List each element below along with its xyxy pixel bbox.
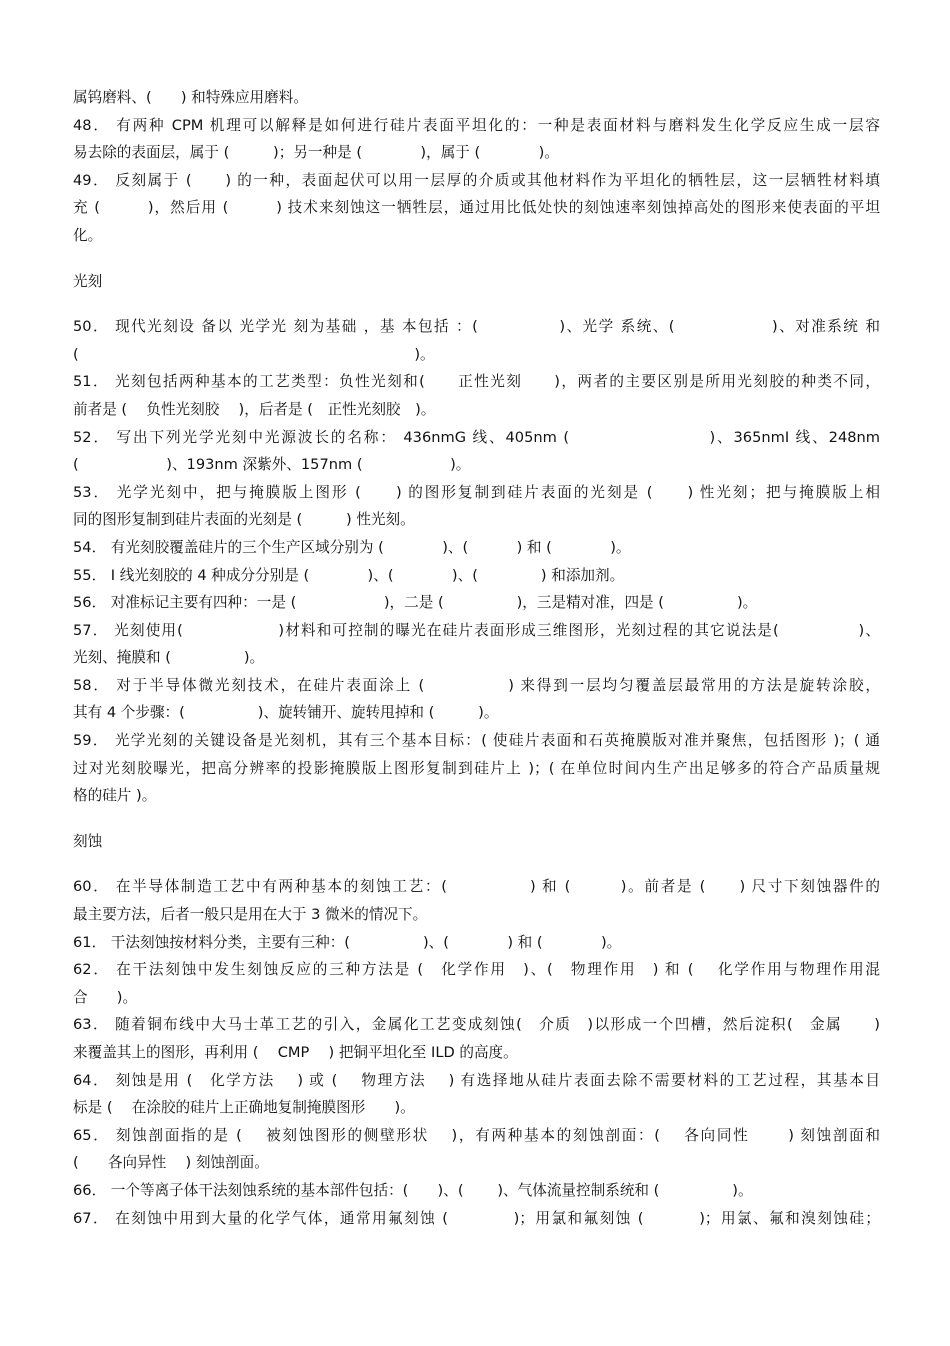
text-line: 56． 对准标记主要有四种：一是 ( )，二是 ( )，三是精对准，四是 ( )。 [73, 594, 758, 612]
text-line: 61． 干法刻蚀按材料分类，主要有三种：( )、( ) 和 ( )。 [73, 933, 622, 951]
text-line: 同的图形复制到硅片表面的光刻是 ( ) 性光刻。 [73, 511, 415, 529]
section-heading: 光刻 [73, 272, 103, 290]
text-line: 67． 在刻蚀中用到大量的化学气体，通常用氟刻蚀 ( )；用氯和氟刻蚀 ( )；用氯、氟和溴刻蚀硅； [73, 1209, 880, 1227]
text-line: 来覆盖其上的图形，再利用 ( CMP ) 把铜平坦化至 ILD 的高度。 [73, 1044, 518, 1061]
text-line: 50． 现代光刻设 备以 光学光 刻为基础 ，基 本包括 ：( )、光学 系统、( )、对准系统 和 [73, 318, 880, 336]
paragraph-gap [73, 855, 880, 873]
section-heading: 刻蚀 [73, 832, 103, 850]
text-line: 62． 在干法刻蚀中发生刻蚀反应的三种方法是 ( 化学作用 )、( 物理作用 ) 和 ( 化学作用与物理作用混 [73, 961, 880, 979]
text-line: 58． 对于半导体微光刻技术，在硅片表面涂上 ( ) 来得到一层均匀覆盖层最常用的方法是旋转涂胶， [73, 676, 880, 694]
text-line: 49． 反刻属于 ( ) 的一种，表面起伏可以用一层厚的介质或其他材料作为平坦化的牺牲层，这一层牺牲材料填 [73, 171, 880, 189]
text-line: 51． 光刻包括两种基本的工艺类型：负性光刻和( 正性光刻 )，两者的主要区别是所用光刻胶的种类不同， [73, 373, 880, 391]
text-line: 合 )。 [73, 988, 138, 1006]
text-line: 过对光刻胶曝光，把高分辨率的投影掩膜版上图形复制到硅片上 )；( 在单位时间内生产出足够多的符合产品质量规 [73, 759, 880, 777]
text-line: 52． 写出下列光学光刻中光源波长的名称： 436nmG 线、405nm ( )、365nmI 线、248nm [73, 428, 880, 446]
text-line: 属钨磨料、( ) 和特殊应用磨料。 [73, 89, 308, 106]
text-line: 最主要方法，后者一般只是用在大于 3 微米的情况下。 [73, 906, 428, 924]
text-line: 48． 有两种 CPM 机理可以解释是如何进行硅片表面平坦化的：一种是表面材料与磨料发生化学反应生成一层容 [73, 116, 880, 134]
text-line: 65． 刻蚀剖面指的是 ( 被刻蚀图形的侧壁形状 )，有两种基本的刻蚀剖面：( 各向同性 ) 刻蚀剖面和 [73, 1126, 880, 1144]
text-line: 53． 光学光刻中，把与掩膜版上图形 ( ) 的图形复制到硅片表面的光刻是 ( ) 性光刻；把与掩膜版上相 [73, 483, 880, 501]
text-line: 60． 在半导体制造工艺中有两种基本的刻蚀工艺：( ) 和 ( )。前者是 ( ) 尺寸下刻蚀器件的 [73, 878, 880, 896]
text-line: 易去除的表面层，属于 ( )；另一种是 ( )，属于 ( )。 [73, 144, 559, 162]
text-line: 59． 光学光刻的关键设备是光刻机，其有三个基本目标：( 使硅片表面和石英掩膜版对准并聚焦，包括图形 )；( 通 [73, 732, 880, 750]
paragraph-gap [73, 250, 880, 268]
text-line: 55． I 线光刻胶的 4 种成分分别是 ( )、( )、( ) 和添加剂。 [73, 566, 625, 584]
paragraph-gap [73, 810, 880, 828]
text-line: 64． 刻蚀是用 ( 化学方法 ) 或 ( 物理方法 ) 有选择地从硅片表面去除不需要材料的工艺过程，其基本目 [73, 1071, 880, 1089]
text-line: 化。 [73, 226, 103, 244]
text-line: 充 ( )，然后用 ( ) 技术来刻蚀这一牺牲层，通过用比低处快的刻蚀速率刻蚀掉高处的图形来使表面的平坦 [73, 199, 880, 217]
text-line: 光刻、掩膜和 ( )。 [73, 649, 265, 667]
text-line: 前者是 ( 负性光刻胶 )，后者是 ( 正性光刻胶 )。 [73, 400, 436, 418]
text-line: ( )。 [73, 345, 435, 363]
text-line: 其有 4 个步骤：( )、旋转铺开、旋转甩掉和 ( )。 [73, 704, 499, 722]
text-line: 标是 ( 在涂胶的硅片上正确地复制掩膜图形 )。 [73, 1099, 415, 1117]
text-line: 63． 随着铜布线中大马士革工艺的引入，金属化工艺变成刻蚀( 介质 )以形成一个凹槽，然后淀积( 金属 ) [73, 1016, 880, 1034]
text-line: 66． 一个等离子体干法刻蚀系统的基本部件包括：( )、( )、气体流量控制系统和 ( )。 [73, 1181, 753, 1199]
text-line: ( 各向异性 ) 刻蚀剖面。 [73, 1154, 269, 1172]
text-line: 格的硅片 )。 [73, 787, 157, 805]
text-line: ( )、193nm 深紫外、157nm ( )。 [73, 456, 471, 474]
paragraph-gap [73, 295, 880, 313]
text-line: 57． 光刻使用( )材料和可控制的曝光在硅片表面形成三维图形，光刻过程的其它说法是( )、 [73, 621, 880, 639]
text-line: 54． 有光刻胶覆盖硅片的三个生产区域分别为 ( )、( ) 和 ( )。 [73, 538, 631, 556]
